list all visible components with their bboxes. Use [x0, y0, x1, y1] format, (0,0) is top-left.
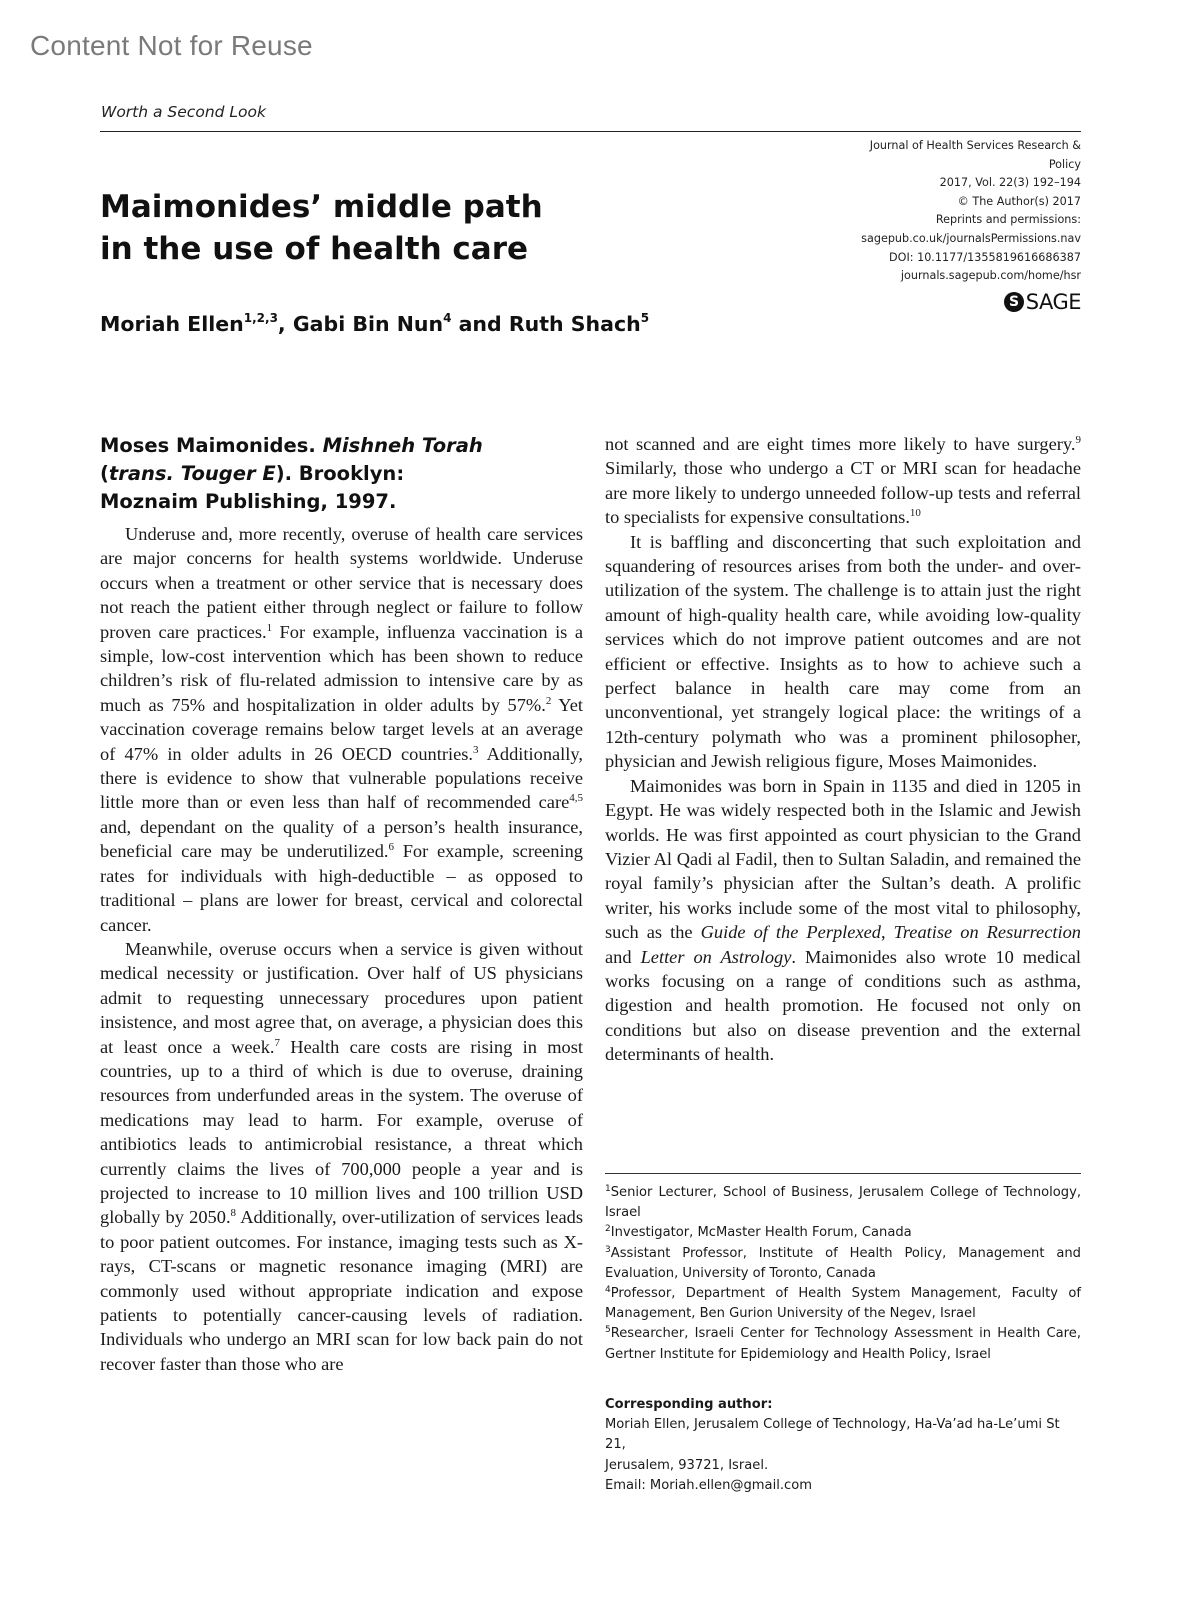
- journal-homepage[interactable]: journals.sagepub.com/home/hsr: [900, 269, 1081, 283]
- author-affiliation: 4: [443, 311, 452, 325]
- journal-name-line1: Journal of Health Services Research &: [869, 139, 1081, 152]
- header-rule: [100, 131, 1081, 132]
- journal-name-line2: Policy: [1048, 157, 1081, 171]
- work-title: Guide of the Perplexed: [700, 922, 881, 943]
- corresponding-author-email[interactable]: Email: Moriah.ellen@gmail.com: [605, 1477, 812, 1493]
- book-author: Moses Maimonides.: [100, 434, 316, 457]
- journal-reprints-url[interactable]: sagepub.co.uk/journalsPermissions.nav: [861, 231, 1081, 245]
- body-paragraph: Underuse and, more recently, overuse of health care services are major concerns for health systems worldwide. Underuse occurs when a treatment or other service that is necessary does not reach the patient either through neglect or failure to follow proven care practices.$^1$ For example, influenza vaccination is a simple, low-cost intervention which has been shown to reduce children’s risk of flu-related admission to intensive care by as much as 75% and hospitalization in older adults by 57%.$^2$ Yet vaccination coverage remains below target levels at an average of 47% in older adults in 26 OECD countries.$^3$ Additionally, there is evidence to show that vulnerable populations receive little more than or even less than half of recommended care$^{4,5}$ and, dependant on the quality of a person’s health insurance, beneficial care may be underutilized.$^6$ For example, screening rates for individuals with high-deductible – as opposed to traditional – plans are lower for breast, cervical and colorectal cancer.: [100, 524, 584, 935]
- citation-ref[interactable]: 1: [266, 621, 273, 634]
- citation-ref[interactable]: 10: [909, 507, 921, 520]
- article-title: [100, 186, 620, 270]
- footnote: $^5$Researcher, Israeli Center for Technology Assessment in Health Care, Gertner Institute for Epidemiology and Health Policy, Israel: [605, 1325, 1081, 1362]
- footnote: $^1$Senior Lecturer, School of Business, Jerusalem College of Technology, Israel: [605, 1184, 1081, 1221]
- footnote: $^3$Assistant Professor, Institute of Health Policy, Management and Evaluation, University of Toronto, Canada: [605, 1244, 1081, 1281]
- journal-copyright: © The Author(s) 2017: [957, 194, 1081, 208]
- citation-ref[interactable]: 7: [274, 1036, 280, 1049]
- article-title-line1: Maimonides’ middle path: [100, 189, 543, 225]
- book-publisher: Moznaim Publishing, 1997.: [100, 490, 397, 513]
- body-paragraph: Meanwhile, overuse occurs when a service is given without medical necessity or justification. Over half of US physicians admit to requesting unnecessary procedures upon patient insistence, and most agree that, on average, a physician does this at least once a week.$^7$ Health care costs are rising in most countries, up to a third of which is due to overuse, draining resources from underfunded areas in the system. The overuse of medications may lead to harm. For example, overuse of antibiotics leads to antimicrobial resistance, a threat which currently claims the lives of 700,000 people a year and is projected to increase to 10 million lives and 100 trillion USD globally by 2050.$^8$ Additionally, over-utilization of services leads to poor patient outcomes. For instance, imaging tests such as X-rays, CT-scans or magnetic resonance imaging (MRI) are commonly used without appropriate indication and expose patients to potentially cancer-causing levels of radiation. Individuals who undergo an MRI scan for low back pain do not recover faster than those who are: [100, 938, 583, 1374]
- author-separator: ,: [277, 312, 293, 336]
- journal-doi[interactable]: DOI: 10.1177/1355819616686387: [889, 250, 1081, 264]
- sage-logo-icon: S: [1004, 292, 1024, 312]
- body-paragraph: Maimonides was born in Spain in 1135 and died in 1205 in Egypt. He was widely respected both in the Islamic and Jewish worlds. He was first appointed as court physician to the Grand Vizier Al Qadi al Fadil, then to Sultan Saladin, and remained the royal family’s physician after the Sultan’s death. A prolific writer, his works include some of the most vital to philosophy, such as the Guide of the Perplexed, Treatise on Resurrection and Letter on Astrology. Maimonides also wrote 10 medical works focusing on a range of conditions such as asthma, digestion and health promotion. He focused not only on conditions but also on disease prevention and the external determinants of health.: [605, 775, 1081, 1065]
- author-name: Gabi Bin Nun: [292, 312, 444, 336]
- corresponding-author-heading: Corresponding author:: [605, 1397, 773, 1412]
- book-translator: trans. Touger E: [108, 462, 276, 485]
- citation-ref[interactable]: 4,5: [569, 792, 583, 805]
- body-paragraph: not scanned and are eight times more likely to have surgery.$^9$ Similarly, those who undergo a CT or MRI scan for headache are more likely to undergo unneeded follow-up tests and referral to specialists for expensive consultations.$^{10}$: [605, 434, 1081, 528]
- watermark: Content Not for Reuse: [30, 30, 313, 61]
- citation-ref[interactable]: 8: [230, 1207, 237, 1220]
- book-title: Mishneh Torah: [322, 434, 483, 457]
- corresponding-author-city: Jerusalem, 93721, Israel.: [605, 1457, 769, 1473]
- author-name: Moriah Ellen: [100, 312, 244, 336]
- book-place: ). Brooklyn:: [275, 462, 405, 485]
- book-reference: Moses Maimonides. Mishneh Torah (trans. Touger E). Brooklyn: Moznaim Publishing, 1997.: [100, 434, 483, 513]
- body-column-left: [100, 432, 583, 1376]
- corresponding-author: [605, 1395, 1081, 1496]
- citation-ref[interactable]: 2: [545, 694, 552, 707]
- author-conjunction: and: [451, 312, 509, 336]
- footnote-rule: [605, 1173, 1081, 1174]
- author-list: [100, 312, 800, 336]
- author-name: Ruth Shach: [508, 312, 641, 336]
- footnote: $^2$Investigator, McMaster Health Forum, Canada: [605, 1224, 912, 1241]
- citation-ref[interactable]: 6: [388, 841, 395, 854]
- author-affiliation: 5: [640, 311, 650, 325]
- corresponding-author-address: Moriah Ellen, Jerusalem College of Technology, Ha-Va’ad ha-Le’umi St 21,: [605, 1417, 1060, 1453]
- sage-logo: [1004, 290, 1081, 314]
- journal-info: [781, 137, 1081, 286]
- body-paragraph: It is baffling and disconcerting that such exploitation and squandering of resources arises from both the under- and over-utilization of the system. The challenge is to attain just the right amount of high-quality health care, while avoiding low-quality services which do not improve patient outcomes and are not efficient or effective. Insights as to how to achieve such a perfect balance in health care may come from an unconventional, yet strangely logical place: the writings of a 12th-century polymath who was a prominent philosopher, physician and Jewish religious figure, Moses Maimonides.: [605, 531, 1081, 772]
- journal-volume: 2017, Vol. 22(3) 192–194: [939, 176, 1081, 190]
- body-column-right: [605, 432, 1081, 1067]
- sage-logo-text: SAGE: [1025, 290, 1081, 314]
- citation-ref[interactable]: 3: [473, 743, 479, 756]
- work-title: Treatise on Resurrection: [893, 922, 1081, 943]
- work-title: Letter on Astrology: [640, 946, 792, 967]
- author-affiliation: 1,2,3: [243, 311, 278, 325]
- journal-reprints: Reprints and permissions:: [935, 213, 1081, 227]
- citation-ref[interactable]: 9: [1075, 434, 1081, 446]
- footnote: $^4$Professor, Department of Health System Management, Faculty of Management, Ben Gurion University of the Negev, Israel: [605, 1285, 1081, 1322]
- affiliation-footnotes: [605, 1183, 1081, 1365]
- section-label: Worth a Second Look: [101, 103, 266, 121]
- article-title-line2: in the use of health care: [100, 231, 529, 267]
